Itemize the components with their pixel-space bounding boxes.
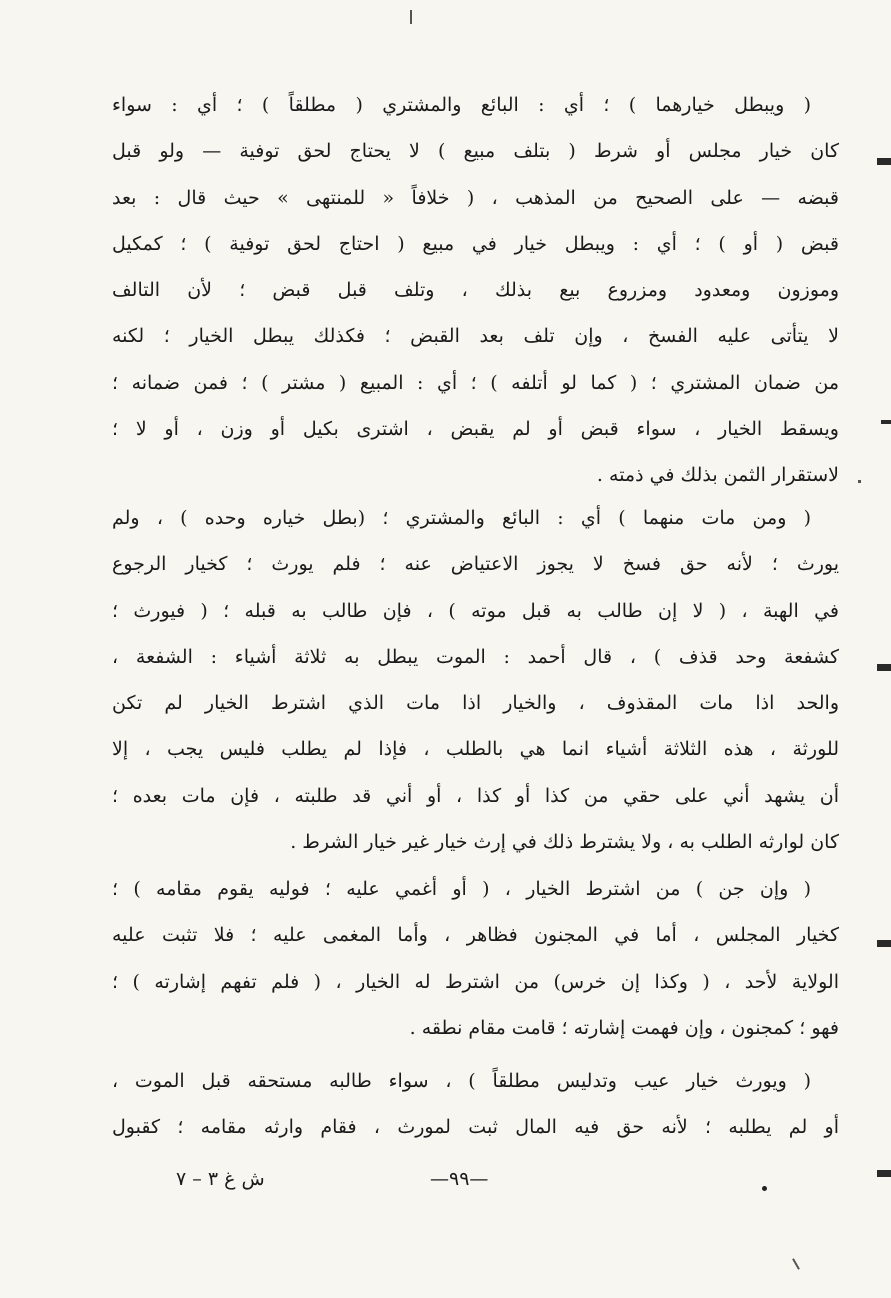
text-line: قبض ( أو ) ؛ أي : ويبطل خيار في مبيع ( احتاج لحق توفية ) ؛ كمكيل: [112, 232, 839, 255]
text-line: لاستقرار الثمن بذلك في ذمته .: [596, 464, 839, 487]
text-line: لا يتأتى عليه الفسخ ، وإن تلف بعد القبض ؛ فكذلك يبطل الخيار ؛ لكنه: [112, 325, 839, 348]
page-number: —٩٩—: [430, 1168, 489, 1190]
scan-speck: [858, 480, 861, 483]
paragraph-2: [112, 495, 839, 865]
text-line: الولاية لأحد ، ( وكذا إن خرس) من اشترط له الخيار ، ( فلم تفهم إشارته ) ؛: [112, 970, 839, 993]
text-line: ويسقط الخيار ، سواء قبض أو لم يقبض ، اشترى بكيل أو وزن ، أو لا ؛: [112, 418, 839, 441]
text-line: أو لم يطلبه ؛ لأنه حق فيه المال ثبت لمورث ، فقام وارثه مقامه ؛ كقبول: [112, 1116, 839, 1139]
page-footer: [0, 1168, 891, 1208]
edge-mark: [877, 158, 891, 165]
text-line: للورثة ، هذه الثلاثة أشياء انما هي بالطلب ، فإذا لم يطلب فليس يجب ، إلا: [112, 738, 839, 761]
paragraph-1: [112, 82, 839, 499]
text-line: فهو ؛ كمجنون ، وإن فهمت إشارته ؛ قامت مقام نطقه .: [409, 1016, 839, 1039]
edge-mark: [881, 420, 891, 424]
text-line: أن يشهد أني على حقي من كذا أو كذا ، أو أني قد طلبته ، فإن مات بعده ؛: [112, 784, 839, 807]
text-line: والحد اذا مات المقذوف ، والخيار اذا مات الذي اشترط الخيار لم تكن: [112, 692, 839, 715]
text-line: كان لوارثه الطلب به ، ولا يشترط ذلك في إرث خيار غير خيار الشرط .: [290, 831, 839, 854]
text-line: وموزون ومعدود ومزروع بيع بذلك ، وتلف قبل قبض ؛ لأن التالف: [112, 279, 839, 302]
edge-mark: [877, 664, 891, 671]
text-line: كخيار المجلس ، أما في المجنون فظاهر ، وأما المغمى عليه ؛ فلا تثبت عليه: [112, 924, 839, 947]
paragraph-4: [112, 1058, 839, 1151]
text-line: ( ومن مات منهما ) أي : البائع والمشتري ؛ (بطل خياره وحده ) ، ولم: [112, 507, 811, 529]
printer-signature: ش غ ٣ – ٧: [176, 1168, 265, 1190]
paragraph-3: [112, 866, 839, 1051]
text-line: يورث ؛ لأنه حق فسخ لا يجوز الاعتياض عنه ؛ فلم يورث ؛ كخيار الرجوع: [112, 553, 839, 576]
scan-speck: [410, 10, 412, 24]
text-line: في الهبة ، ( لا إن طالب به قبل موته ) ، فإن طالب به قبله ؛ ( فيورث ؛: [112, 599, 839, 622]
text-line: ( ويبطل خيارهما ) ؛ أي : البائع والمشتري ( مطلقاً ) ؛ أي : سواء: [112, 94, 811, 116]
text-line: كان خيار مجلس أو شرط ( بتلف مبيع ) لا يحتاج لحق توفية — ولو قبل: [112, 140, 839, 163]
footer-dot: [762, 1186, 767, 1191]
text-line: من ضمان المشتري ؛ ( كما لو أتلفه ) ؛ أي : المبيع ( مشتر ) ؛ فمن ضمانه ؛: [112, 371, 839, 394]
scan-speck: [792, 1258, 800, 1269]
text-line: كشفعة وحد قذف ) ، قال أحمد : الموت يبطل به ثلاثة أشياء : الشفعة ،: [112, 645, 839, 668]
edge-mark: [877, 940, 891, 947]
text-line: قبضه — على الصحيح من المذهب ، ( خلافاً « للمنتهى » حيث قال : بعد: [112, 186, 839, 209]
edge-mark: [877, 1170, 891, 1177]
text-line: ( وإن جن ) من اشترط الخيار ، ( أو أغمي عليه ؛ فوليه يقوم مقامه ) ؛: [112, 878, 811, 900]
text-line: ( ويورث خيار عيب وتدليس مطلقاً ) ، سواء طالبه مستحقه قبل الموت ،: [112, 1070, 811, 1092]
